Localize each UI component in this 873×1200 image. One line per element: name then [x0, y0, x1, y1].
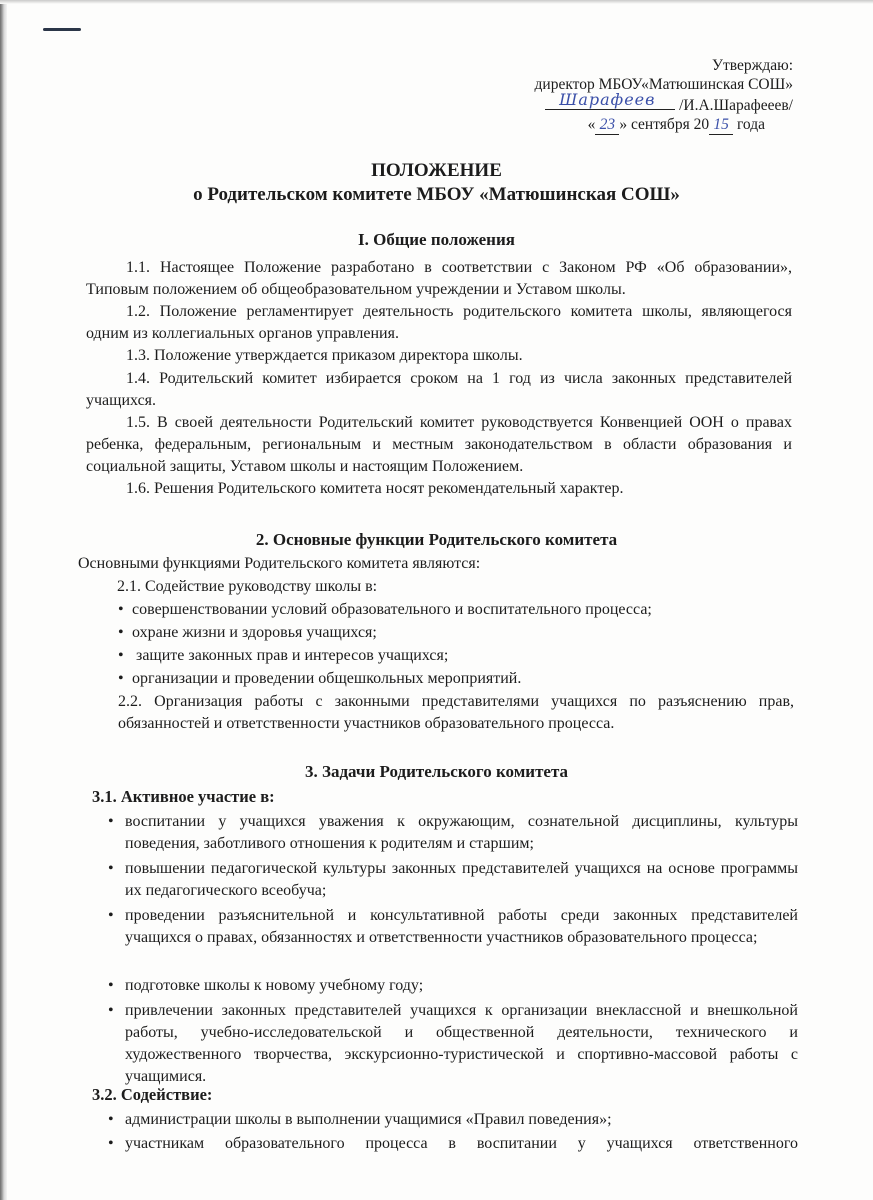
clause-2-1: 2.1. Содействие руководству школы в:: [117, 578, 378, 595]
scan-border-top: [0, 0, 873, 4]
clause-1-2: 1.2. Положение регламентирует деятельность родительского комитета школы, являющегося одним из коллегиальных органов управления.: [86, 303, 792, 342]
document-title: ПОЛОЖЕНИЕ: [371, 160, 502, 181]
list-item: • привлечении законных представителей учащихся к организации внеклассной и внешкольной работы, учебно-исследовательской и общественной деятельности, технического и художественного творчества, экскурсионно-туристической и спортивно-массовой работы с учащимися.: [108, 1002, 798, 1085]
scan-mark: [43, 28, 81, 31]
approval-block: [493, 56, 793, 135]
clause-1-6: 1.6. Решения Родительского комитета носят рекомендательный характер.: [126, 480, 624, 497]
bullet-icon: •: [108, 813, 114, 830]
bullet-icon: •: [118, 670, 124, 687]
bullet-icon: •: [118, 647, 124, 664]
clause-1-5: 1.5. В своей деятельности Родительский комитет руководствуется Конвенцией ООН о правах ребенка, федеральным, региональным и местным законодательством в области образования и социальной защиты, Уставом школы и настоящим Положением.: [86, 414, 792, 475]
bullet-icon: •: [108, 907, 114, 924]
list-item: • повышении педагогической культуры законных представителей учащихся на основе программы их педагогического всеобуча;: [108, 860, 798, 899]
list-item: • проведении разъяснительной и консультативной работы среди законных представителей учащихся о правах, обязанностях и ответственности участников образовательного процесса;: [108, 907, 798, 946]
bullet-icon: •: [108, 860, 114, 877]
bullet-icon: •: [118, 624, 124, 641]
bullet-icon: •: [108, 977, 114, 994]
signature-line: [493, 90, 793, 115]
date-day: 23: [595, 115, 619, 135]
clause-1-4: 1.4. Родительский комитет избирается сроком на 1 год из числа законных представителей учащихся.: [86, 370, 792, 409]
date-year: 15: [709, 115, 733, 135]
list-item: • защите законных прав и интересов учащихся;: [118, 645, 798, 667]
list-item: • участникам образовательного процесса в воспитании у учащихся ответственного: [108, 1133, 798, 1155]
clause-3-1: 3.1. Активное участие в:: [92, 787, 275, 806]
bullet-icon: •: [118, 601, 124, 618]
document-subtitle: о Родительском комитете МБОУ «Матюшинская СОШ»: [193, 184, 680, 205]
list-item: • совершенствовании условий образовательного и воспитательного процесса;: [118, 599, 798, 621]
bullet-icon: •: [108, 1111, 114, 1128]
signature-field: [545, 90, 675, 110]
clause-2-2: 2.2. Организация работы с законными представителями учащихся по разъяснению прав, обязанностей и ответственности участников образовательного процесса.: [118, 693, 794, 732]
list-item: • воспитании у учащихся уважения к окружающим, сознательной дисциплины, культуры поведения, заботливого отношения к родителям и старшим;: [108, 813, 798, 852]
list-item: • администрации школы в выполнении учащимися «Правил поведения»;: [108, 1109, 798, 1131]
bullet-icon: •: [108, 1002, 114, 1019]
clause-1-3: 1.3. Положение утверждается приказом директора школы.: [126, 347, 523, 364]
clause-1-1: 1.1. Настоящее Положение разработано в соответствии с Законом РФ «Об образовании», Типовым положением об общеобразовательном учреждении и Уставом школы.: [86, 259, 792, 298]
section-2-intro: Основными функциями Родительского комитета являются:: [78, 555, 481, 572]
approval-date: « 23 » сентября 20 15 года: [587, 116, 765, 133]
bullet-icon: •: [108, 1135, 114, 1152]
section-3-heading: 3. Задачи Родительского комитета: [304, 762, 569, 781]
signer-name: /И.А.Шарафееев/: [679, 97, 793, 114]
approval-position: директор МБОУ«Матюшинская СОШ»: [534, 76, 793, 93]
section-2-heading: 2. Основные функции Родительского комитета: [255, 530, 618, 549]
section-1-heading: I. Общие положения: [358, 230, 515, 249]
list-item: • организации и проведении общешкольных мероприятий.: [118, 668, 798, 690]
approval-label: Утверждаю:: [712, 57, 793, 74]
list-item: • охране жизни и здоровья учащихся;: [118, 622, 798, 644]
handwritten-signature: Шарафеев: [559, 90, 656, 109]
list-item: • подготовке школы к новому учебному году;: [108, 975, 798, 997]
clause-3-2: 3.2. Содействие:: [92, 1085, 213, 1104]
